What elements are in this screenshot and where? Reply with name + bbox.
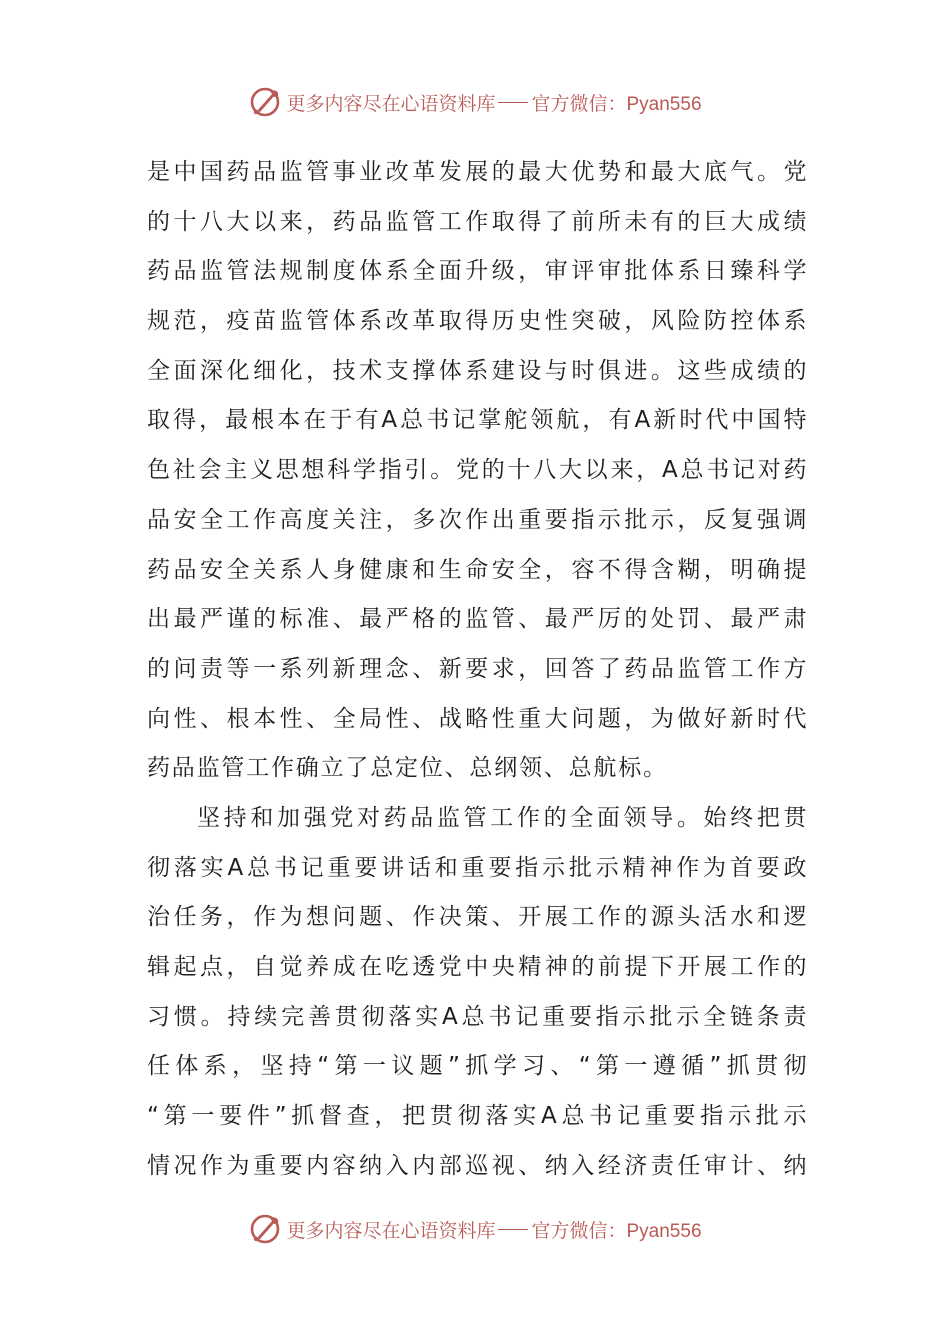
- footer-slogan: 更多内容尽在心语资料库: [286, 1219, 496, 1242]
- text-line-15: 彻落实A总书记重要讲话和重要指示批示精神作为首要政: [147, 854, 807, 881]
- text-line-5: 全面深化细化，技术支撑体系建设与时俱进。这些成绩的: [147, 357, 807, 384]
- text-line-20: “第一要件”抓督查，把贯彻落实A总书记重要指示批示: [147, 1103, 807, 1130]
- footer-watermark: [0, 1207, 950, 1251]
- footer-slogan-line: [286, 1216, 701, 1243]
- text-line-1: 是中国药品监管事业改革发展的最大优势和最大底气。党: [147, 159, 807, 185]
- text-line-2: 的十八大以来，药品监管工作取得了前所未有的巨大成绩: [147, 208, 807, 235]
- text-line-19: 任体系，坚持“第一议题”抓学习、“第一遵循”抓贯彻: [147, 1053, 807, 1080]
- quill-logo-icon: [248, 85, 282, 119]
- text-line-11: 的问责等一系列新理念、新要求，回答了药品监管工作方: [147, 655, 807, 682]
- text-line-8: 品安全工作高度关注，多次作出重要指示批示，反复强调: [147, 506, 807, 533]
- header-slogan: 更多内容尽在心语资料库: [286, 92, 496, 115]
- document-body: [147, 148, 807, 1191]
- header-watermark: [0, 80, 950, 124]
- text-line-21: 情况作为重要内容纳入内部巡视、纳入经济责任审计、纳: [147, 1152, 807, 1179]
- text-line-17: 辑起点，自觉养成在吃透党中央精神的前提下开展工作的: [147, 954, 807, 980]
- footer-label: 官方微信：: [531, 1219, 627, 1242]
- text-line-3: 药品监管法规制度体系全面升级，审评审批体系日臻科学: [147, 258, 807, 285]
- quill-logo-icon: [248, 1212, 282, 1246]
- text-line-13: 药品监管工作确立了总定位、总纲领、总航标。: [147, 755, 668, 782]
- text-line-14: 坚持和加强党对药品监管工作的全面领导。始终把贯: [197, 804, 807, 831]
- text-line-7: 色社会主义思想科学指引。党的十八大以来，A总书记对药: [147, 457, 807, 484]
- header-label: 官方微信：: [531, 92, 627, 115]
- text-line-16: 治任务，作为想问题、作决策、开展工作的源头活水和逻: [147, 904, 807, 931]
- text-line-6: 取得，最根本在于有A总书记掌舵领航，有A新时代中国特: [147, 407, 807, 434]
- text-line-12: 向性、根本性、全局性、战略性重大问题，为做好新时代: [147, 705, 807, 732]
- header-dash: [498, 102, 528, 103]
- header-slogan-line: [286, 89, 701, 116]
- footer-handle: Pyan556: [626, 1220, 702, 1242]
- text-line-4: 规范，疫苗监管体系改革取得历史性突破，风险防控体系: [147, 308, 807, 335]
- text-line-9: 药品安全关系人身健康和生命安全，容不得含糊，明确提: [147, 556, 807, 583]
- text-line-10: 出最严谨的标准、最严格的监管、最严厉的处罚、最严肃: [147, 606, 807, 633]
- footer-dash: [498, 1229, 528, 1230]
- header-handle: Pyan556: [626, 93, 702, 115]
- text-line-18: 习惯。持续完善贯彻落实A总书记重要指示批示全链条责: [147, 1003, 807, 1030]
